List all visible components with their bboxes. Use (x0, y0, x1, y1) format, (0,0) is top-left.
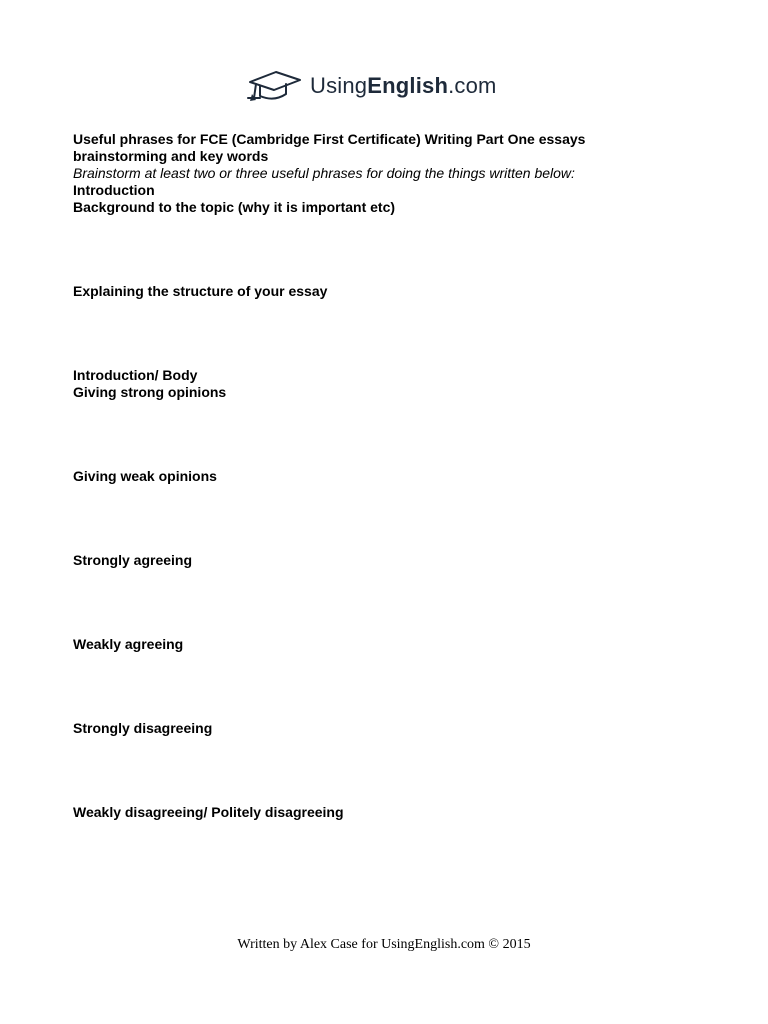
section-heading-introduction: Introduction (73, 182, 155, 198)
logo-wordmark (310, 68, 497, 104)
answer-space (73, 300, 713, 367)
worksheet-body (73, 131, 713, 821)
section-heading-weak-opinions: Giving weak opinions (73, 468, 217, 484)
answer-space (73, 216, 713, 283)
answer-space (73, 569, 713, 636)
graduation-cap-icon (246, 68, 304, 104)
worksheet-instruction: Brainstorm at least two or three useful phrases for doing the things written below: (73, 165, 575, 181)
section-heading-strongly-disagreeing: Strongly disagreeing (73, 720, 213, 736)
site-logo (246, 68, 497, 104)
worksheet-title: Useful phrases for FCE (Cambridge First Certificate) Writing Part One essays (73, 131, 586, 147)
section-heading-strong-opinions: Giving strong opinions (73, 384, 227, 400)
answer-space (73, 485, 713, 552)
answer-space (73, 401, 713, 468)
logo-text-suffix: .com (448, 73, 497, 98)
section-heading-strongly-agreeing: Strongly agreeing (73, 552, 193, 568)
answer-space (73, 737, 713, 804)
section-heading-background: Background to the topic (why it is important etc) (73, 199, 396, 215)
footer-credit: Written by Alex Case for UsingEnglish.com © 2015 (237, 937, 531, 952)
logo-text-bold: English (367, 73, 449, 98)
section-heading-intro-body: Introduction/ Body (73, 367, 198, 383)
section-heading-weakly-agreeing: Weakly agreeing (73, 636, 184, 652)
section-heading-structure: Explaining the structure of your essay (73, 283, 328, 299)
logo-text-regular: Using (310, 73, 368, 98)
answer-space (73, 653, 713, 720)
section-heading-weakly-disagreeing: Weakly disagreeing/ Politely disagreeing (73, 804, 344, 820)
worksheet-subtitle: brainstorming and key words (73, 148, 269, 164)
